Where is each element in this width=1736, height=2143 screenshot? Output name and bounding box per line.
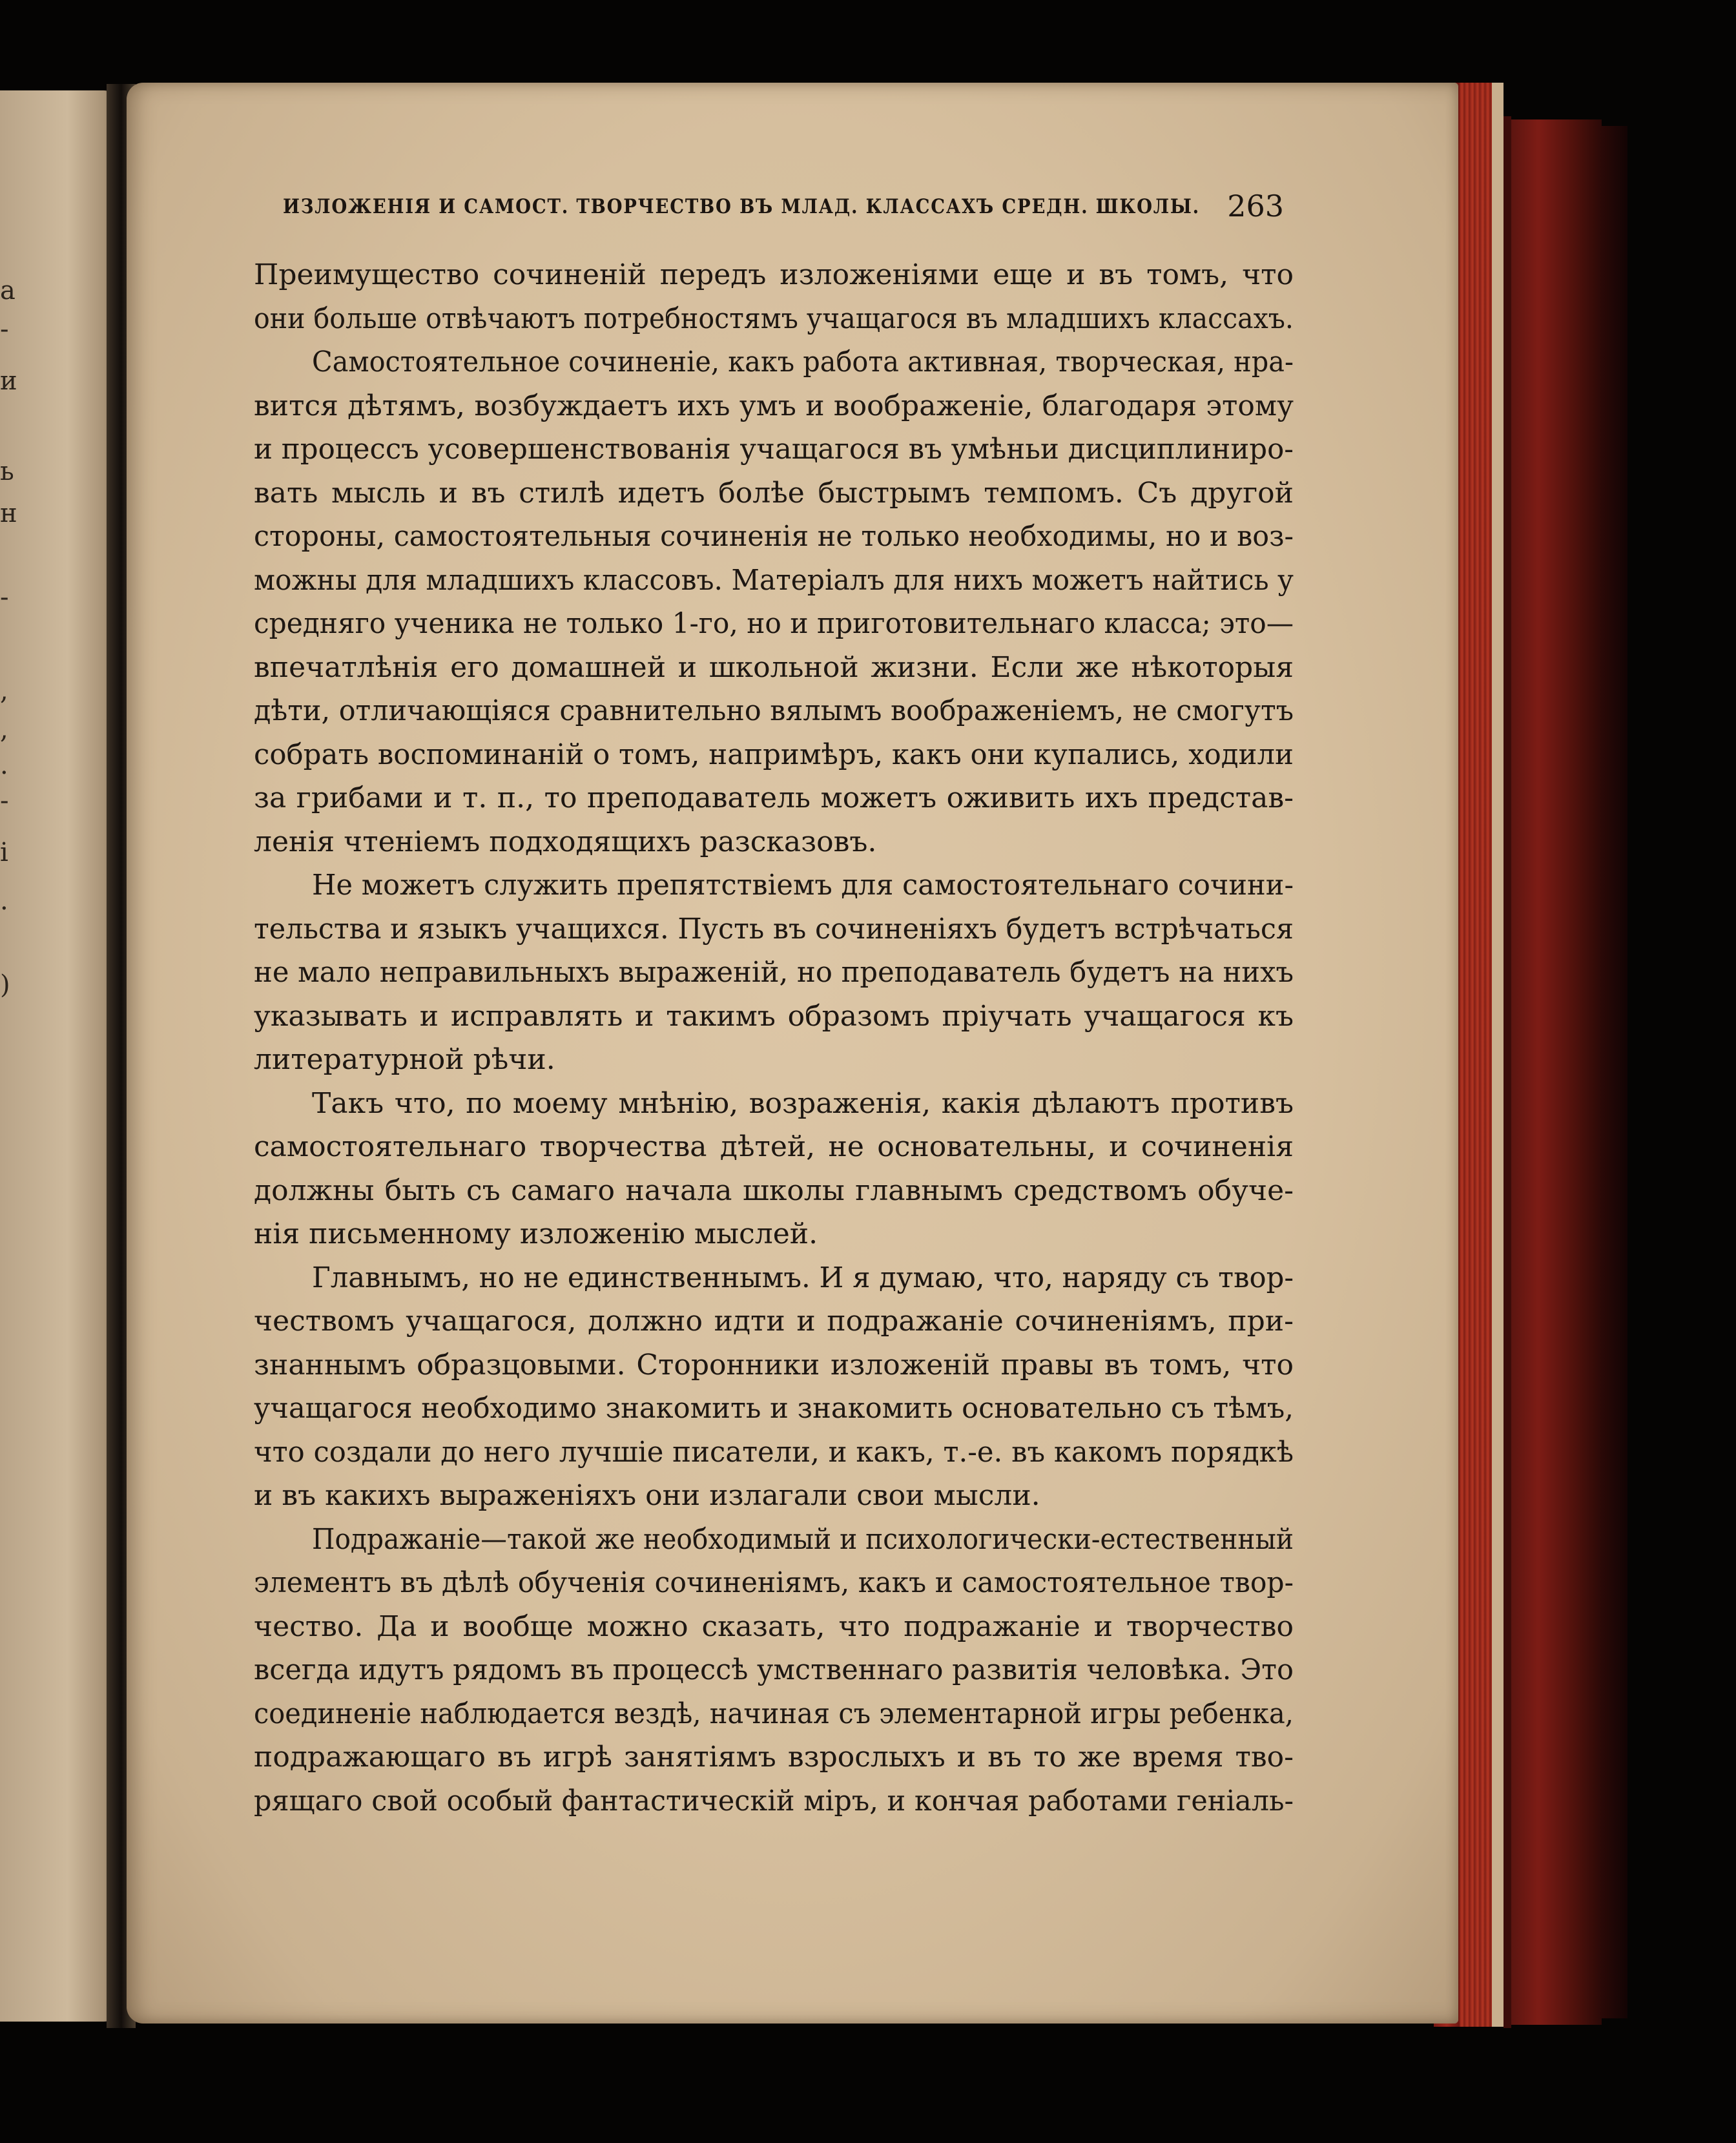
text-line: что создали до него лучшіе писатели, и какъ, т.-е. въ какомъ порядкѣ	[254, 1435, 1294, 1469]
text-line: учащагося необходимо знакомить и знакомить основательно съ тѣмъ,	[254, 1392, 1294, 1425]
text-line: стороны, самостоятельныя сочиненія не только необходимы, но и воз-	[254, 520, 1294, 553]
text-line: дѣти, отличающіяся сравнительно вялымъ воображеніемъ, не смогутъ	[254, 694, 1294, 727]
text-line: знаннымъ образцовыми. Сторонники изложеній правы въ томъ, что	[254, 1348, 1294, 1382]
page-block-light-edge	[1492, 83, 1504, 2027]
left-page-fragment: і	[0, 838, 8, 867]
text-line: можны для младшихъ классовъ. Матеріалъ для нихъ можетъ найтись у	[254, 563, 1294, 597]
text-line: рящаго свой особый фантастическій міръ, и кончая работами геніаль-	[254, 1784, 1294, 1817]
text-line: Преимущество сочиненій передъ изложеніями еще и въ томъ, что	[254, 258, 1294, 291]
text-line: они больше отвѣчаютъ потребностямъ учащагося въ младшихъ классахъ.	[254, 302, 1294, 335]
text-line: указывать и исправлять и такимъ образомъ пріучать учащагося къ	[254, 999, 1294, 1033]
text-line: средняго ученика не только 1-го, но и приготовительнаго класса; это—	[254, 607, 1294, 640]
text-line: вится дѣтямъ, возбуждаетъ ихъ умъ и воображеніе, благодаря этому	[254, 389, 1294, 422]
left-page-fragment: .	[0, 886, 8, 916]
text-line: чество. Да и вообще можно сказать, что подражаніе и творчество	[254, 1610, 1294, 1643]
left-page-fragment: ,	[0, 676, 8, 706]
text-line: ленія чтеніемъ подходящихъ разсказовъ.	[254, 825, 877, 858]
text-line: Главнымъ, но не единственнымъ. И я думаю, что, наряду съ твор-	[312, 1261, 1294, 1294]
text-line: соединеніе наблюдается вездѣ, начиная съ элементарной игры ребенка,	[254, 1697, 1294, 1730]
text-line: Самостоятельное сочиненіе, какъ работа активная, творческая, нра-	[312, 346, 1294, 378]
text-line: собрать воспоминаній о томъ, напримѣръ, какъ они купались, ходили	[254, 738, 1294, 771]
text-line: всегда идутъ рядомъ въ процессѣ умственнаго развитія человѣка. Это	[254, 1653, 1294, 1686]
running-title: ИЗЛОЖЕНІЯ И САМОСТ. ТВОРЧЕСТВО ВЪ МЛАД. КЛАССАХЪ СРЕДН. ШКОЛЫ.	[283, 195, 1200, 218]
text-line: Такъ что, по моему мнѣнію, возраженія, какія дѣлаютъ противъ	[312, 1086, 1294, 1120]
text-line: впечатлѣнія его домашней и школьной жизни. Если же нѣкоторыя	[254, 650, 1294, 684]
left-page-fragment: и	[0, 366, 17, 396]
page-block-edge	[1460, 83, 1492, 2027]
left-page-fragment: ь	[0, 457, 14, 486]
text-line: Подражаніе—такой же необходимый и психологически-естественный	[312, 1522, 1294, 1556]
page-body-text	[254, 253, 1294, 1823]
text-line: и въ какихъ выраженіяхъ они излагали свои мысли.	[254, 1479, 1040, 1512]
text-line: нія письменному изложенію мыслей.	[254, 1217, 818, 1250]
text-line: за грибами и т. п., то преподаватель можетъ оживить ихъ представ-	[254, 782, 1294, 814]
text-line: элементъ въ дѣлѣ обученія сочиненіямъ, какъ и самостоятельное твор-	[254, 1566, 1294, 1599]
text-line: вать мысль и въ стилѣ идетъ болѣе быстрымъ темпомъ. Съ другой	[254, 476, 1294, 510]
left-page-fragment: -	[0, 315, 9, 344]
text-line: литературной рѣчи.	[254, 1043, 555, 1076]
text-line: чествомъ учащагося, должно идти и подражаніе сочиненіямъ, при-	[254, 1305, 1294, 1338]
running-header	[283, 189, 1284, 227]
previous-page-edge	[0, 90, 123, 2022]
left-page-fragment: а	[0, 276, 16, 305]
text-line: Не можетъ служить препятствіемъ для самостоятельнаго сочини-	[312, 869, 1294, 902]
text-line: не мало неправильныхъ выраженій, но преподаватель будетъ на нихъ	[254, 956, 1294, 989]
page-number: 263	[1227, 189, 1284, 223]
left-page-fragment: н	[0, 499, 17, 528]
text-line: самостоятельнаго творчества дѣтей, не основательны, и сочиненія	[254, 1130, 1294, 1163]
text-line: и процессъ усовершенствованія учащагося въ умѣньи дисциплиниро-	[254, 433, 1294, 466]
left-page-fragment: ,	[0, 715, 8, 745]
text-line: должны быть съ самаго начала школы главнымъ средствомъ обуче-	[254, 1174, 1294, 1207]
left-page-fragment: )	[0, 970, 10, 1000]
left-page-fragment: .	[0, 751, 8, 780]
book-cover-edge	[1511, 119, 1602, 2025]
text-line: подражающаго въ игрѣ занятіямъ взрослыхъ и въ то же время тво-	[254, 1741, 1294, 1774]
book-cover-shadow	[1602, 126, 1628, 2018]
left-page-fragment: -	[0, 786, 9, 816]
cover-inner-edge	[1504, 116, 1511, 2028]
text-line: тельства и языкъ учащихся. Пусть въ сочиненіяхъ будетъ встрѣчаться	[254, 912, 1294, 946]
left-page-fragment: -	[0, 583, 9, 612]
